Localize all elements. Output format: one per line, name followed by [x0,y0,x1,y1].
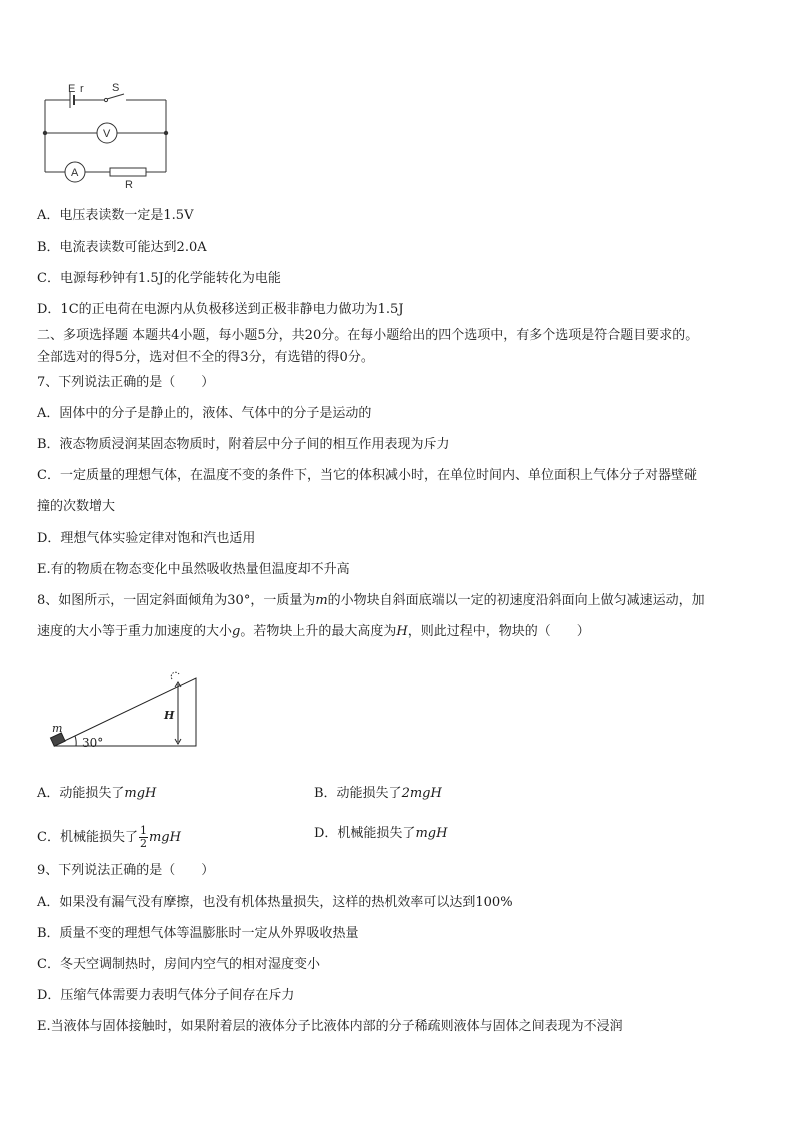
label-m: m [52,722,63,735]
q8-option-a: A．动能损失了mgH [37,786,157,801]
q9-option-c: C．冬天空调制热时，房间内空气的相对湿度变小 [37,957,320,972]
q8-option-d: D．机械能损失了mgH [314,826,448,841]
circuit-diagram [38,82,178,194]
q9-option-d: D．压缩气体需要力表明气体分子间存在斥力 [37,988,295,1003]
q8-option-b: B．动能损失了2mgH [314,786,442,801]
q9-option-b: B．质量不变的理想气体等温膨胀时一定从外界吸收热量 [37,926,359,941]
q7-option-c-line1: C．一定质量的理想气体，在温度不变的条件下，当它的体积减小时，在单位时间内、单位面积上气体分子对器壁碰 [37,468,697,483]
q8-stem-line2: 速度的大小等于重力加速度的大小g。若物块上升的最大高度为H，则此过程中，物块的（ ） [37,624,590,639]
q6-option-b: B．电流表读数可能达到2.0A [37,240,207,255]
label-A: A [71,167,79,179]
q9-stem: 9、下列说法正确的是（ ） [37,863,215,878]
q7-option-b: B．液态物质浸润某固态物质时，附着层中分子间的相互作用表现为斥力 [37,437,450,452]
label-S: S [112,82,120,94]
section2-header-line1: 二、多项选择题 本题共4小题，每小题5分，共20分。在每小题给出的四个选项中，有多个选项是符合题目要求的。 [37,328,699,343]
q7-option-c-line2: 撞的次数增大 [37,499,116,514]
q6-option-c: C．电源每秒钟有1.5J的化学能转化为电能 [37,271,281,286]
q7-option-a: A．固体中的分子是静止的，液体、气体中的分子是运动的 [37,406,372,421]
q9-option-a: A．如果没有漏气没有摩擦，也没有机体热量损失，这样的热机效率可以达到100% [37,895,513,910]
q6-option-a: A．电压表读数一定是1.5V [37,208,194,223]
label-V: V [103,128,111,140]
q7-option-e: E.有的物质在物态变化中虽然吸收热量但温度却不升高 [37,562,350,577]
label-angle: 30° [82,736,104,750]
label-r: r [80,83,84,95]
q8-stem-line1: 8、如图所示，一固定斜面倾角为30°，一质量为m的小物块自斜面底端以一定的初速度沿斜面向上做匀减速运动，加 [37,593,705,608]
label-R: R [125,179,133,191]
fraction-half: $\frac{1}{2}$ [139,824,147,850]
label-H: H [164,709,175,722]
q7-stem: 7、下列说法正确的是（ ） [37,375,215,390]
junction-dot-left [43,131,47,135]
label-E: E [68,83,76,95]
q6-option-d: D．1C的正电荷在电源内从负极移送到正极非静电力做功为1.5J [37,302,404,317]
section2-header-line2: 全部选对的得5分，选对但不全的得3分，有选错的得0分。 [37,350,374,365]
incline-diagram [46,670,202,754]
junction-dot-right [164,131,168,135]
q7-option-d: D．理想气体实验定律对饱和汽也适用 [37,531,256,546]
q8-option-c: C．机械能损失了 $\frac{1}{2}$ mgH [37,824,181,850]
q9-option-e: E.当液体与固体接触时，如果附着层的液体分子比液体内部的分子稀疏则液体与固体之间表现为不浸润 [37,1019,623,1034]
